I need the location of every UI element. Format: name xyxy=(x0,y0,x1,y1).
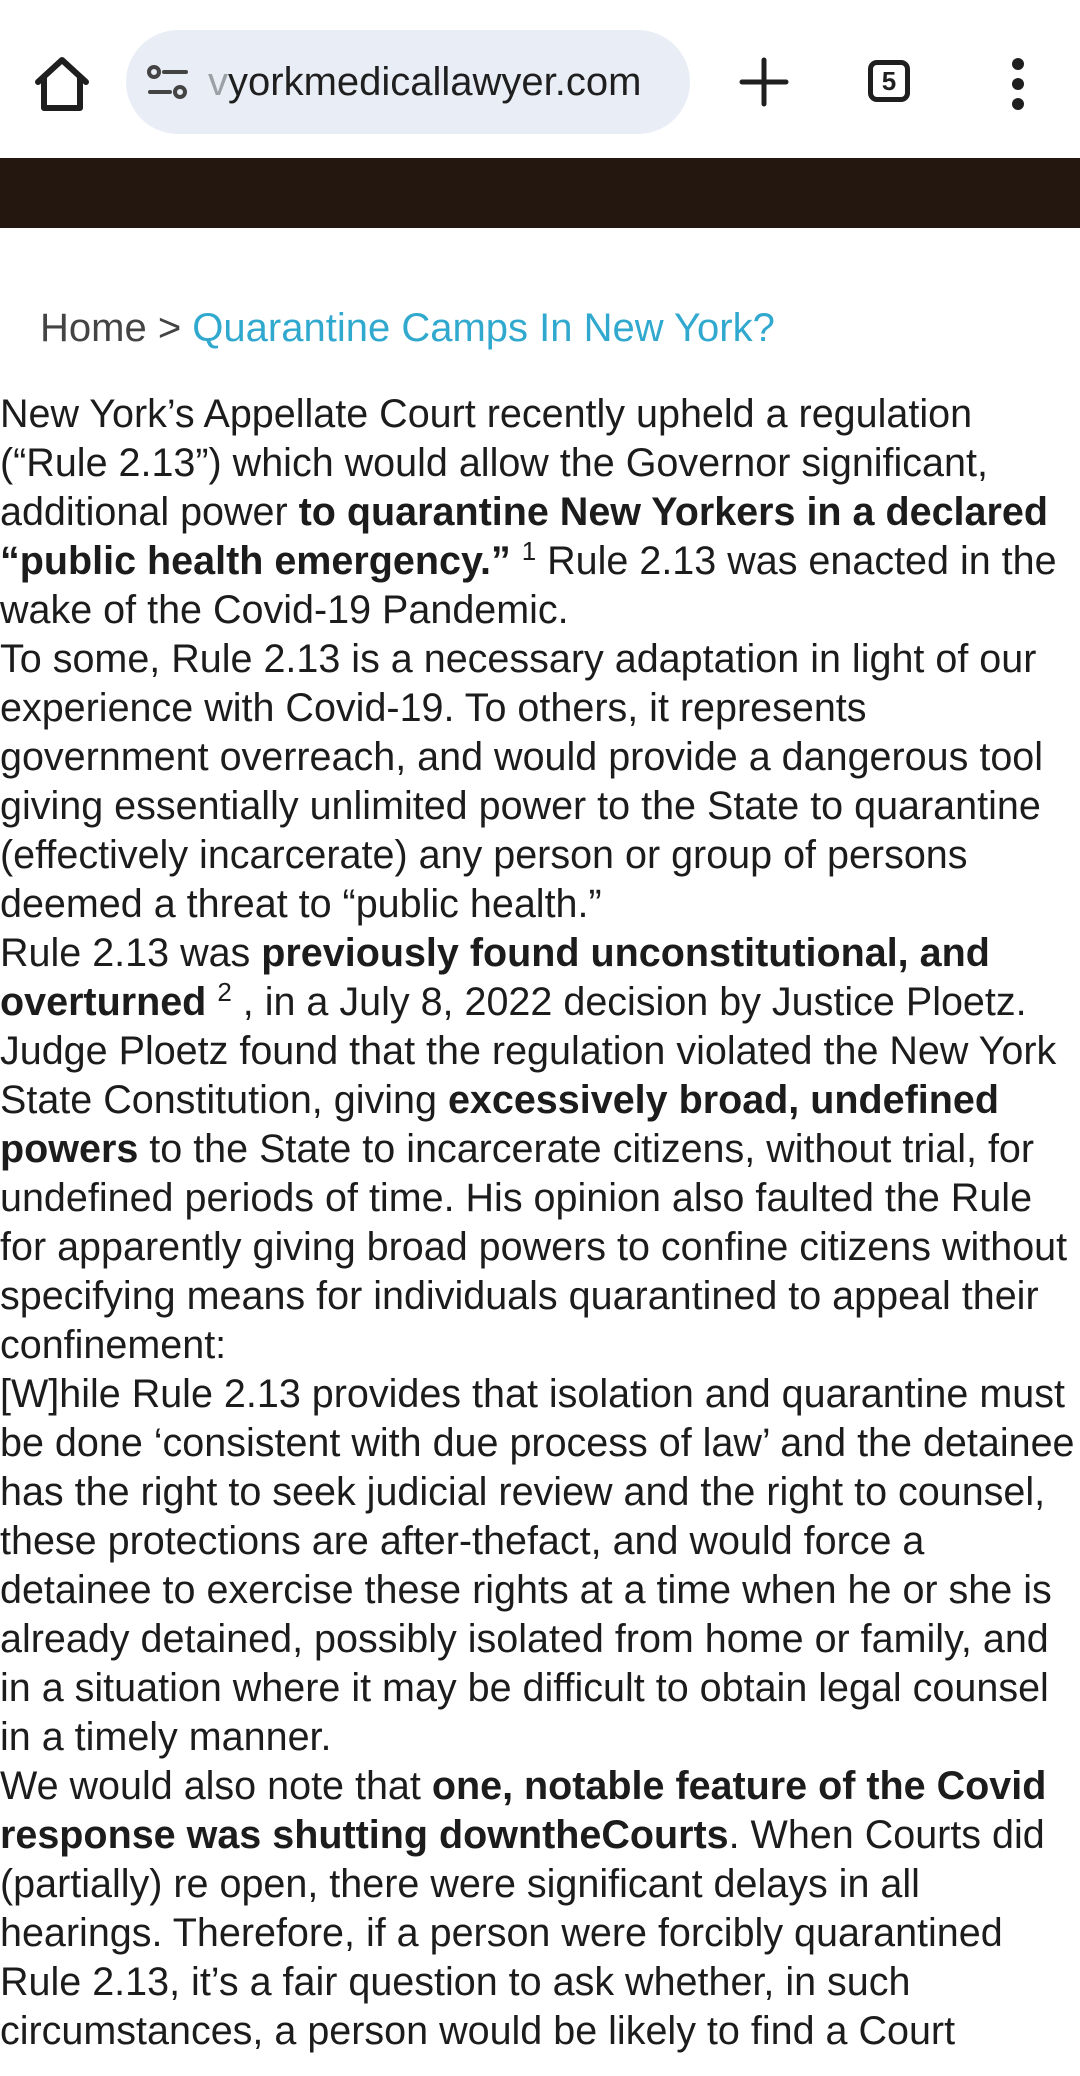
breadcrumb-home-link[interactable]: Home xyxy=(40,306,147,350)
new-tab-icon[interactable] xyxy=(734,52,794,112)
paragraph-text: . When Courts did (partially) re open, there were significant delays in all hearings. Therefore, if a person were forcibly quarantined Rule 2.13, it’s a fair question to ask whether, in such circumstances, a person would be likely to find a Court xyxy=(0,1813,1045,2053)
paragraph-text: We would also note that xyxy=(0,1764,432,1808)
url-domain: yorkmedicallawyer.com xyxy=(228,60,642,104)
article-quote: [W]hile Rule 2.13 provides that isolation and quarantine must be done ‘consistent with due process of law’ and the detainee has the right to seek judicial review and the right to counsel, these protections are after-thefact, and would force a detainee to exercise these rights at a time when he or she is already detained, possibly isolated from home or family, and in a situation where it may be difficult to obtain legal counsel in a timely manner. xyxy=(0,1372,1075,1759)
paragraph-bold-text: previously found unconstitutional, and overturned xyxy=(0,931,990,1024)
footnote-ref[interactable]: 1 xyxy=(521,535,537,566)
article-paragraph: To some, Rule 2.13 is a necessary adaptation in light of our experience with Covid-19. To others, it represents government overreach, and would provide a dangerous tool giving essentially unlimited power to the State to quarantine (effectively incarcerate) any person or group of persons deemed a threat to “public health.” xyxy=(0,637,1044,926)
article-paragraph xyxy=(0,390,1080,635)
home-icon[interactable] xyxy=(30,52,94,116)
browser-toolbar xyxy=(0,0,1080,158)
paragraph-text: to the State to incarcerate citizens, without trial, for undefined periods of time. His opinion also faulted the Rule for apparently giving broad powers to confine citizens without specifying means for individuals quarantined to appeal their confinement: xyxy=(0,1127,1068,1367)
url-text[interactable] xyxy=(208,56,668,108)
paragraph-text: , in a July 8, 2022 decision by Justice Ploetz. Judge Ploetz found that the regulation violated the New York State Constitution, giving xyxy=(0,980,1057,1122)
article-body xyxy=(0,390,1080,2056)
tab-switcher-button[interactable]: 5 xyxy=(868,60,910,102)
site-header-banner xyxy=(0,158,1080,228)
paragraph-bold-text: one, notable feature of the Covid response was shutting downtheCourts xyxy=(0,1764,1047,1857)
paragraph-text: New York’s Appellate Court recently upheld a regulation (“Rule 2.13”) which would allow the Governor significant, additional power xyxy=(0,392,988,534)
paragraph-bold-text: excessively broad, undefined powers xyxy=(0,1078,999,1171)
breadcrumb-current[interactable]: Quarantine Camps In New York? xyxy=(192,306,775,350)
article-paragraph xyxy=(0,929,1080,1370)
breadcrumb xyxy=(40,300,775,356)
address-bar[interactable] xyxy=(126,30,690,134)
paragraph-bold-text: to quarantine New Yorkers in a declared “public health emergency.” xyxy=(0,490,1048,583)
paragraph-text: Rule 2.13 was xyxy=(0,931,262,975)
overflow-menu-icon[interactable] xyxy=(1004,52,1032,116)
breadcrumb-separator: > xyxy=(146,306,193,350)
article-paragraph xyxy=(0,1762,1080,2056)
site-settings-icon[interactable] xyxy=(146,62,190,102)
paragraph-text: Rule 2.13 was enacted in the wake of the Covid-19 Pandemic. xyxy=(0,539,1057,632)
footnote-ref[interactable]: 2 xyxy=(217,976,232,1007)
url-prefix: v xyxy=(208,60,228,104)
